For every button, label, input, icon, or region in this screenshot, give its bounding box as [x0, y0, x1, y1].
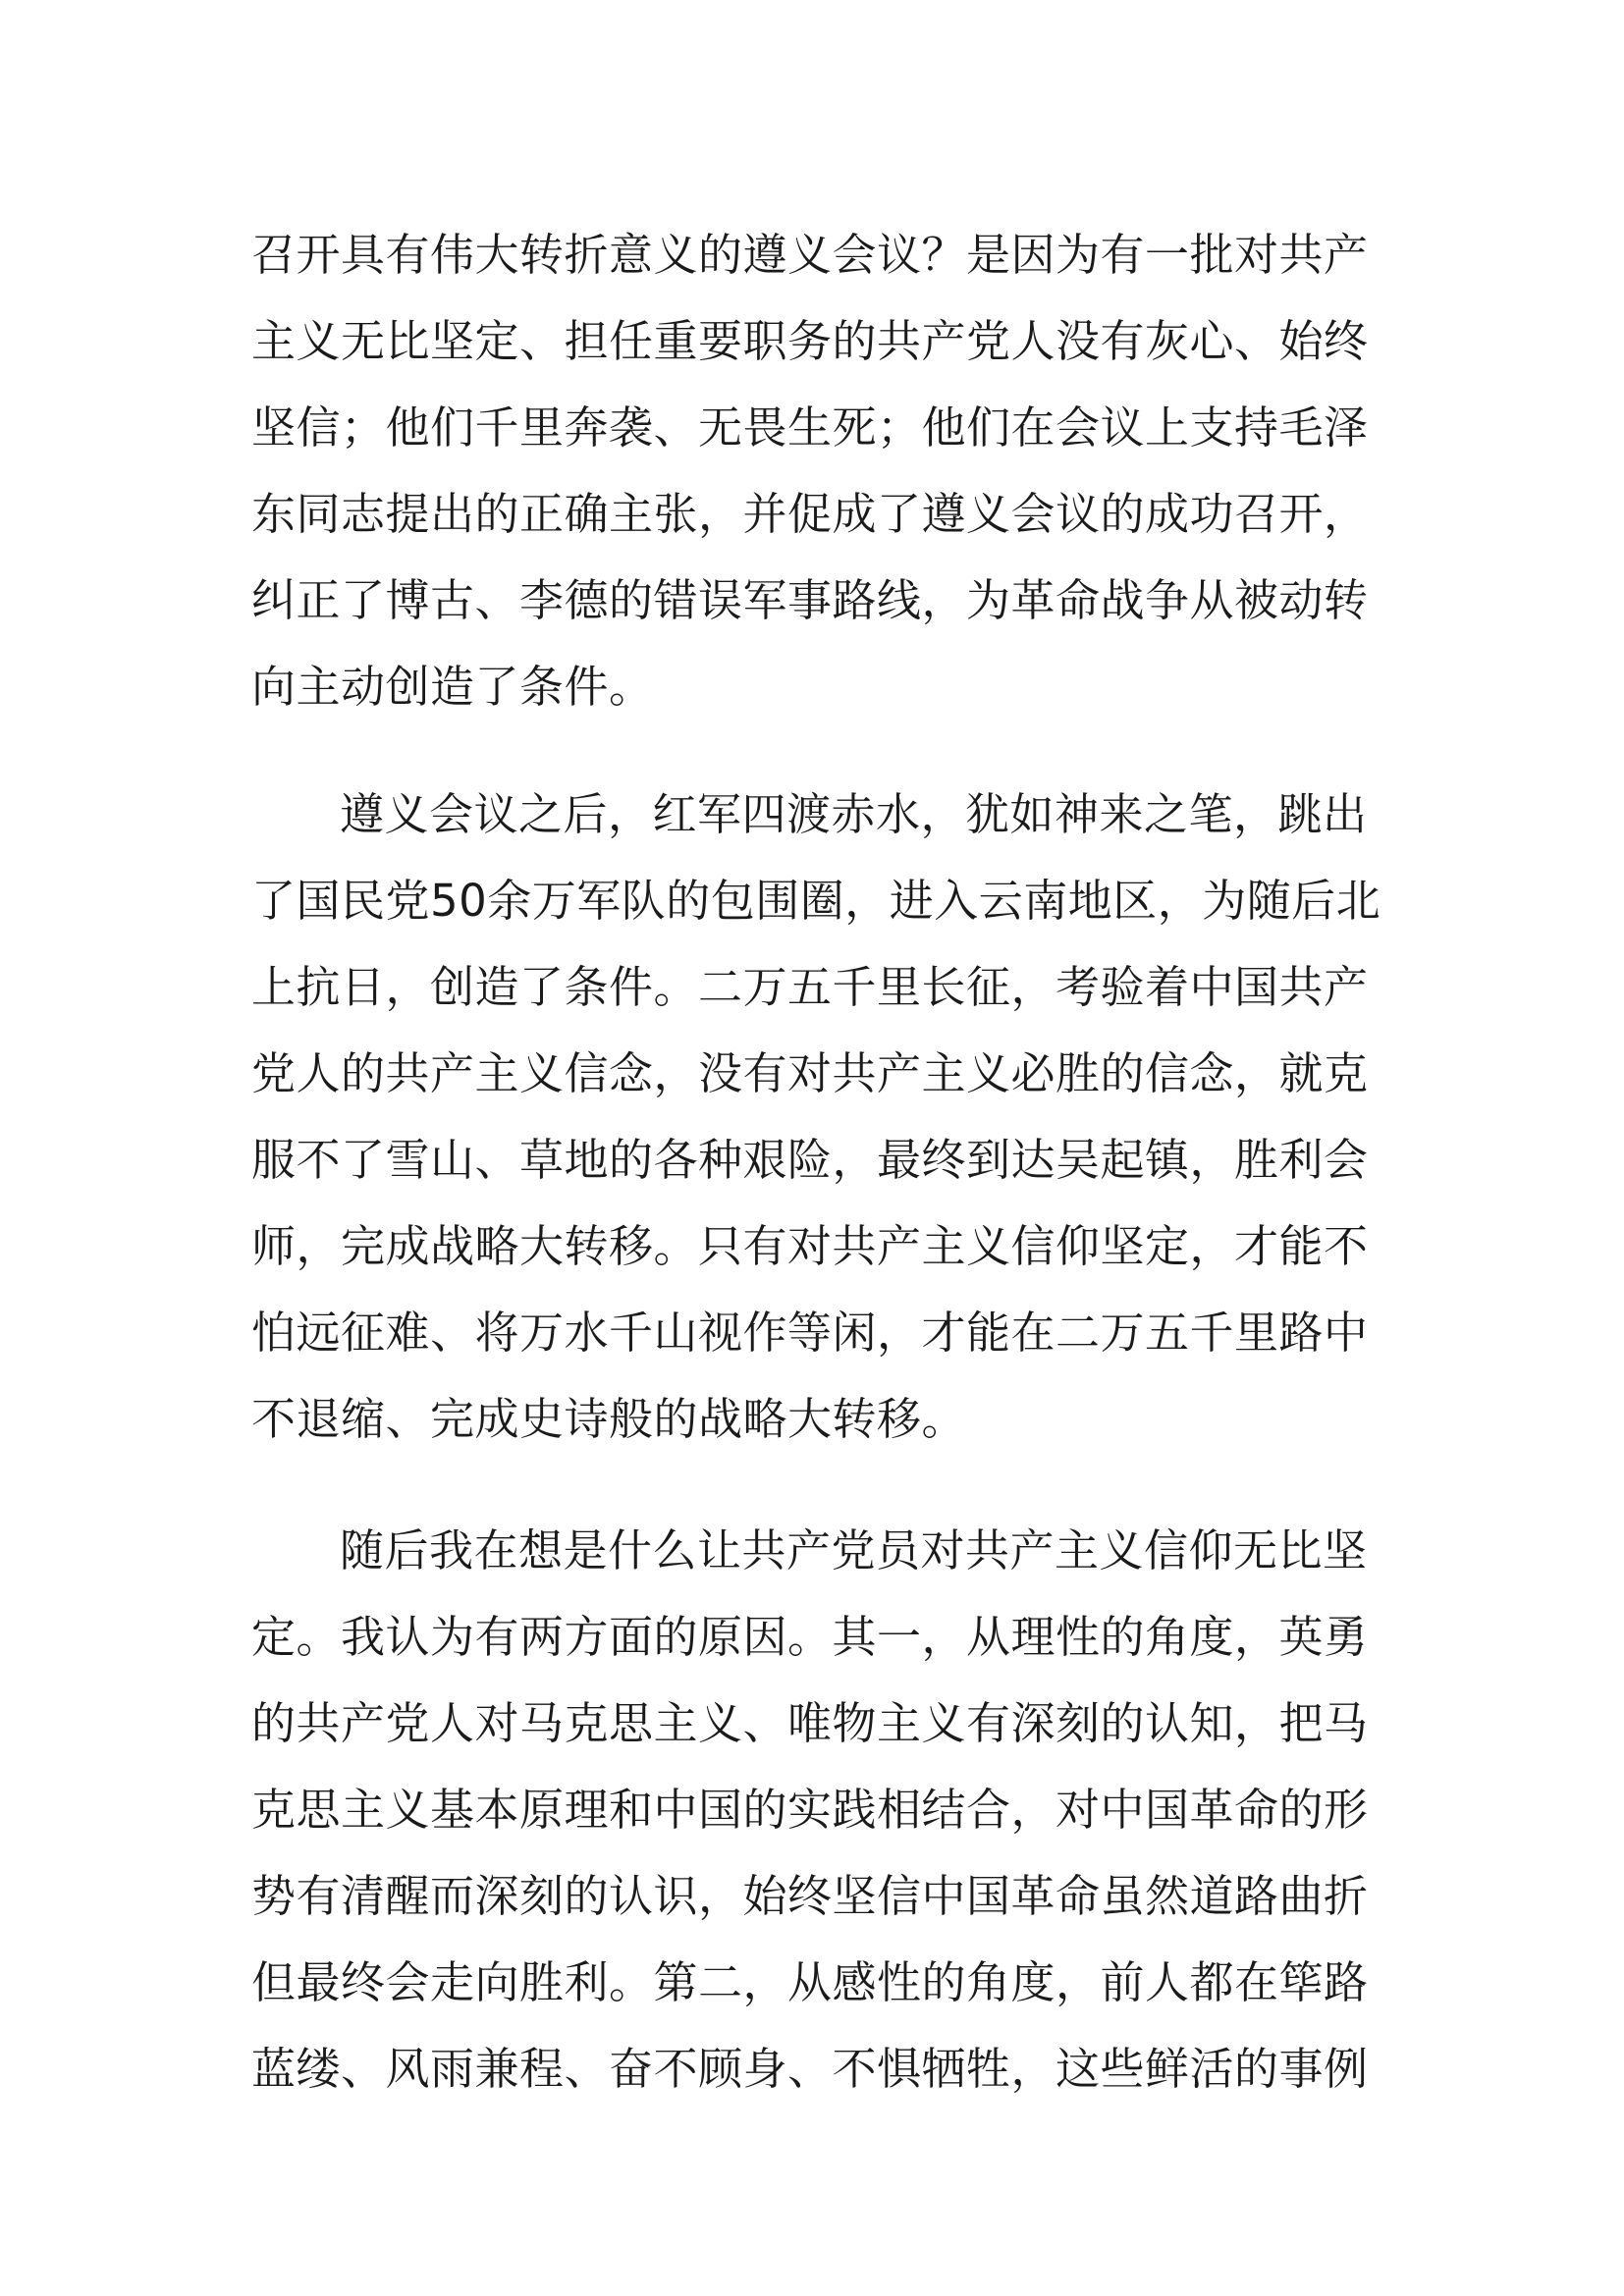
- paragraph-1: [251, 212, 1371, 730]
- paragraph-line: 了国民党50余万军队的包围圈，进入云南地区，为随后北: [251, 875, 1381, 927]
- paragraph-line: 主义无比坚定、担任重要职务的共产党人没有灰心、始终: [251, 315, 1369, 367]
- paragraph-line: 势有清醒而深刻的认识，始终坚信中国革命虽然道路曲折: [251, 1870, 1369, 1922]
- paragraph-first-line: 随后我在想是什么让共产党员对共产主义信仰无比坚: [340, 1524, 1368, 1576]
- paragraph-line: 但最终会走向胜利。第二，从感性的角度，前人都在筚路: [251, 1956, 1369, 2008]
- paragraph-line: 服不了雪山、草地的各种艰险，最终到达吴起镇，胜利会: [251, 1134, 1369, 1186]
- paragraph-line: 蓝缕、风雨兼程、奋不顾身、不惧牺牲，这些鲜活的事例: [251, 2043, 1369, 2095]
- paragraph-line: 党人的共产主义信念，没有对共产主义必胜的信念，就克: [251, 1047, 1369, 1099]
- paragraph-line: 上抗日，创造了条件。二万五千里长征，考验着中国共产: [251, 961, 1369, 1013]
- paragraph-line: 向主动创造了条件。: [251, 661, 654, 713]
- paragraph-line: 纠正了博古、李德的错误军事路线，为革命战争从被动转: [251, 574, 1369, 626]
- paragraph-line: 师，完成战略大转移。只有对共产主义信仰坚定，才能不: [251, 1220, 1369, 1272]
- paragraph-first-line: 遵义会议之后，红军四渡赤水，犹如神来之笔，跳出: [340, 788, 1368, 840]
- paragraph-line: 怕远征难、将万水千山视作等闲，才能在二万五千里路中: [251, 1307, 1369, 1359]
- paragraph-2: [251, 772, 1381, 1463]
- paragraph-line: 东同志提出的正确主张，并促成了遵义会议的成功召开，: [251, 488, 1369, 540]
- paragraph-line: 召开具有伟大转折意义的遵义会议？是因为有一批对共产: [251, 229, 1369, 281]
- paragraph-line: 坚信；他们千里奔袭、无畏生死；他们在会议上支持毛泽: [251, 401, 1369, 454]
- paragraph-3: [251, 1508, 1371, 2112]
- paragraph-line: 克思主义基本原理和中国的实践相结合，对中国革命的形: [251, 1784, 1369, 1836]
- paragraph-line: 定。我认为有两方面的原因。其一，从理性的角度，英勇: [251, 1611, 1369, 1663]
- paragraph-line: 不退缩、完成史诗般的战略大转移。: [251, 1393, 967, 1445]
- paragraph-line: 的共产党人对马克思主义、唯物主义有深刻的认知，把马: [251, 1697, 1369, 1749]
